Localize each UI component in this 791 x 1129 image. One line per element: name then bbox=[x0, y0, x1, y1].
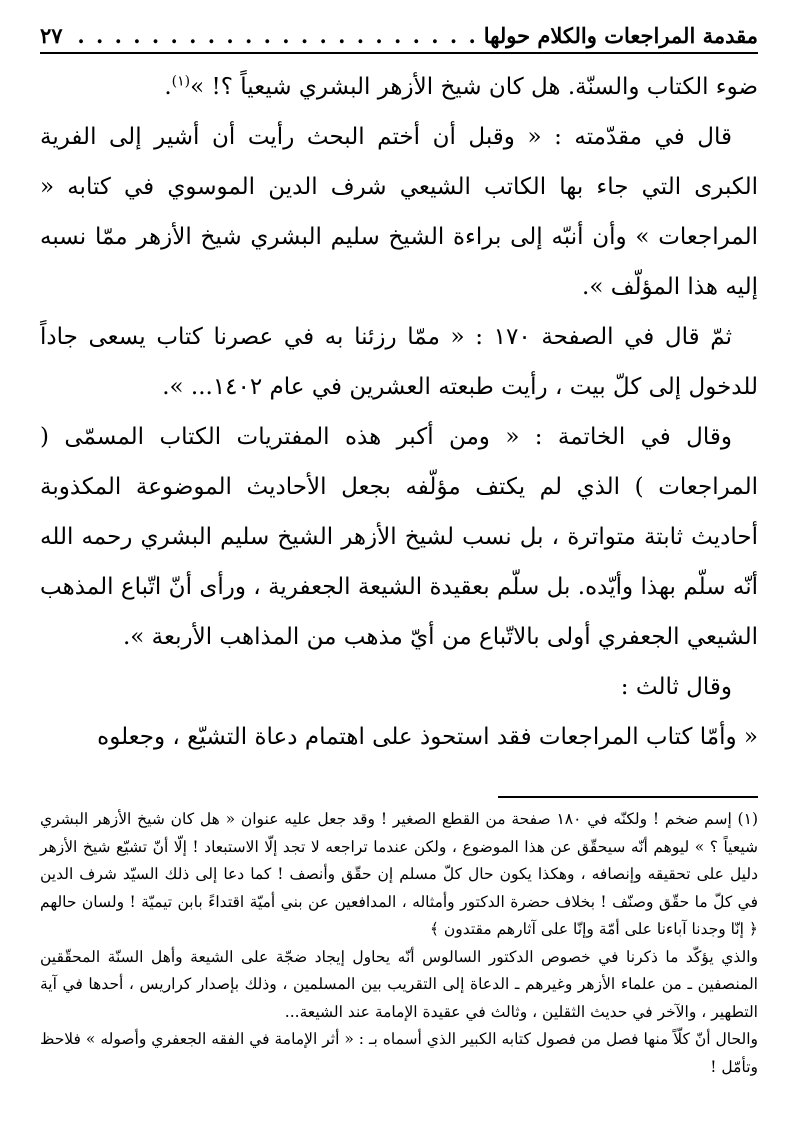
footnote-divider bbox=[498, 796, 758, 798]
header-title: مقدمة المراجعات والكلام حولها bbox=[483, 23, 758, 48]
footnote-1-conclusion: والحال أنّ كلّاً منها فصل من فصول كتابه الكبير الذي أسماه بـ : « أثر الإمامة في الفقه الجعفري وأصوله » فلاحظ وتأمّل ! bbox=[40, 1030, 758, 1076]
footnotes bbox=[40, 806, 758, 1081]
book-page bbox=[40, 22, 758, 1112]
footnote-ref-1: (١) bbox=[171, 73, 191, 90]
paragraph-4: وقال في الخاتمة : « ومن أكبر هذه المفتريات الكتاب المسمّى ( المراجعات ) الذي لم يكتف مؤلّفه بجعل الأحاديث الموضوعة المكذوبة أحاديث ثابتة متواترة ، بل نسب لشيخ الأزهر الشيخ سليم البشري رحمه الله أنّه سلّم بهذا وأيّده. بل سلّم بعقيدة الشيعة الجعفرية ، ورأى أنّ اتّباع المذهب الشيعي الجعفري أولى بالاتّباع من أيّ مذهب من المذاهب الأربعة ». bbox=[40, 424, 758, 650]
paragraph-6: « وأمّا كتاب المراجعات فقد استحوذ على اهتمام دعاة التشيّع ، وجعلوه bbox=[97, 724, 758, 750]
page-number: ٢٧ bbox=[40, 23, 63, 48]
paragraph-1-end: . bbox=[164, 74, 172, 100]
header-leader-dots bbox=[69, 22, 478, 50]
footnote-1-continuation: والذي يؤكّد ما ذكرنا في خصوص الدكتور السالوس أنّه يحاول إيجاد ضجّة على الشيعة وأهل السنّة المحقّقين المنصفين ـ من علماء الأزهر وغيرهم ـ الدعاة إلى التقريب بين المسلمين ، وذلك بإصدار كراريس ، أحدها في آية التطهير ، والآخر في حديث الثقلين ، وثالث في عقيدة الإمامة عند الشيعة... bbox=[40, 947, 758, 1021]
paragraph-2: قال في مقدّمته : « وقبل أن أختم البحث رأيت أن أشير إلى الفرية الكبرى التي جاء بها الكاتب الشيعي شرف الدين الموسوي في كتابه « المراجعات » وأن أنبّه إلى براءة الشيخ سليم البشري شيخ الأزهر ممّا نسبه إليه هذا المؤلّف ». bbox=[40, 124, 758, 300]
running-header bbox=[40, 22, 758, 54]
paragraph-1-text: ضوء الكتاب والسنّة. هل كان شيخ الأزهر البشري شيعياً ؟! » bbox=[190, 74, 758, 100]
footnote-1: (١) إسم ضخم ! ولكنّه في ١٨٠ صفحة من القطع الصغير ! وقد جعل عليه عنوان « هل كان شيخ الأزهر البشري شيعياً ؟ » ليوهم أنّه سيحقّق عن هذا الموضوع ، ولكن عندما تراجعه لا تجد إلّا الاستبعاد ! إلّا أنّ تشيّع شيخ الأزهر دليل على تحقيقه وإنصافه ، وهكذا يكون حال كلّ مسلم إن حقّق وأنصف ! كما دعا إلى ذلك السيّد شرف الدين في كلّ ما حقّق وصنّف ! بخلاف حضرة الدكتور وأمثاله ، المدافعين عن بني أميّة اقتداءً بابن تيميّة ! ولسان حالهم ﴿ إنّا وجدنا آباءنا على أمّة وإنّا على آثارهم مقتدون ﴾ bbox=[40, 810, 758, 938]
paragraph-3: ثمّ قال في الصفحة ١٧٠ : « ممّا رزئنا به في عصرنا كتاب يسعى جاداً للدخول إلى كلّ بيت ، رأيت طبعته العشرين في عام ١٤٠٢... ». bbox=[40, 324, 758, 400]
paragraph-1 bbox=[40, 62, 758, 112]
paragraph-5: وقال ثالث : bbox=[620, 674, 732, 700]
main-text bbox=[40, 62, 758, 762]
